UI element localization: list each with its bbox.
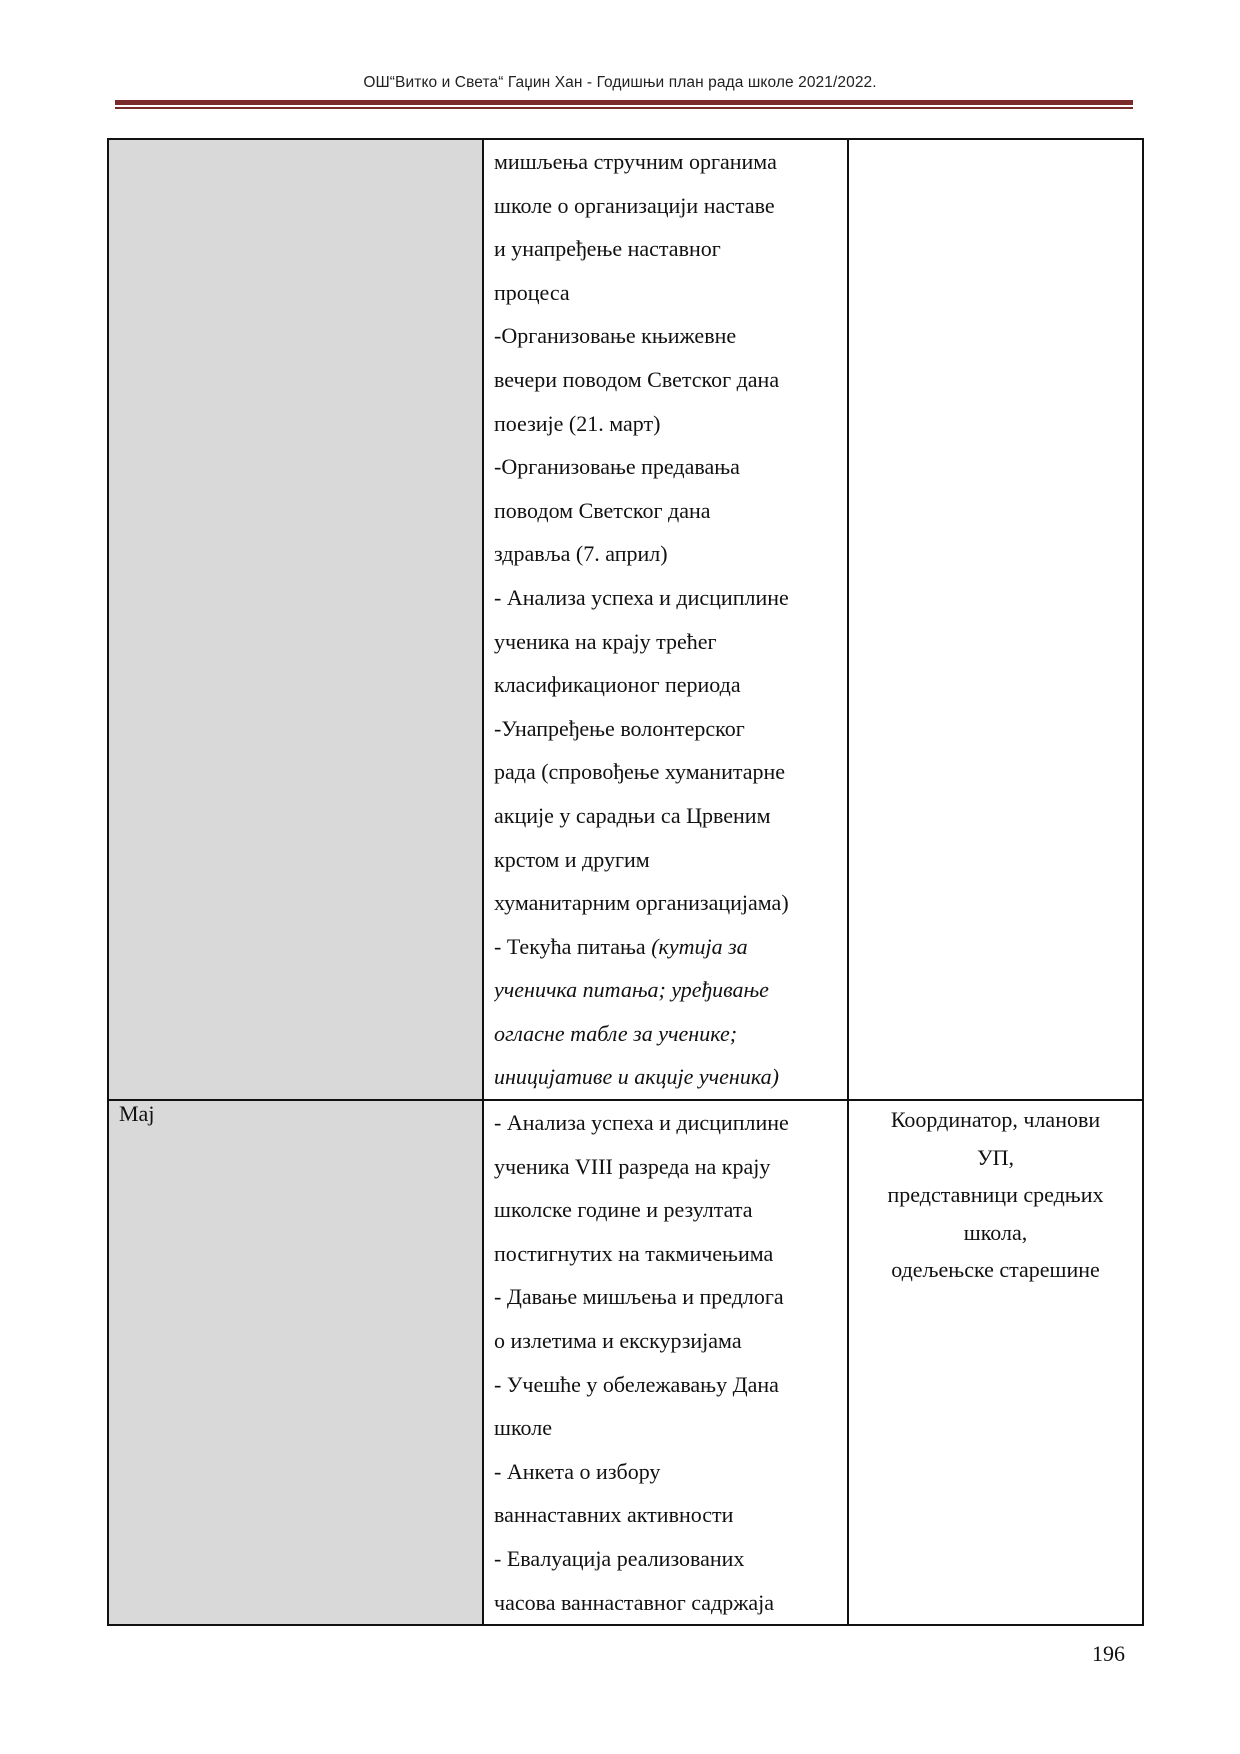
activity-text: огласне табле за ученике; [494,1020,738,1046]
participant-line: Координатор, чланови [890,1107,1101,1133]
activity-line [494,925,837,969]
activity-line [494,620,837,664]
participant-line: представници средњих [887,1182,1104,1208]
activity-text: часова ваннаставног садржаја [494,1589,775,1615]
activity-text: акције у сарадњи са Црвеним [494,802,771,828]
activities-list [494,1101,837,1624]
activity-text: - Анкета о избору [494,1458,661,1484]
participants-list [849,1101,1142,1289]
activity-line [494,532,837,576]
activity-line [494,1101,837,1145]
activity-text: - Анализа успеха и дисциплине [494,1110,789,1136]
activity-line [494,750,837,794]
activity-text: - Текућа питања [494,933,652,959]
activity-line [494,1275,837,1319]
participant-line: одељењске старешине [891,1257,1100,1283]
activity-line [494,140,837,184]
activity-text: - Давање мишљења и предлога [494,1284,784,1310]
month-cell [108,139,483,1100]
activity-text: крстом и другим [494,846,650,872]
activity-text: ваннаставних активности [494,1502,734,1528]
month-label: Мај [119,1101,155,1127]
activity-text: -Унапређење волонтерског [494,715,745,741]
activity-text: рада (спровођење хуманитарне [494,759,786,785]
activity-line [494,1450,837,1494]
participant-line: УП, [977,1144,1014,1170]
plan-table [107,138,1144,1626]
activity-text: ученика VIII разреда на крају [494,1153,771,1179]
activity-text-italic: (кутија за [651,933,748,959]
participants-cell [848,139,1143,1100]
activity-line [494,707,837,751]
header-rule-thin [115,107,1133,109]
participant-line: школа, [963,1219,1028,1245]
activity-text: школе о организацији наставе [494,192,775,218]
activity-text: поводом Светског дана [494,497,711,523]
activity-line [494,1055,837,1099]
activity-text: постигнутих на такмичењима [494,1240,774,1266]
activity-line [494,358,837,402]
activity-line [494,1232,837,1276]
activity-text: ученика на крају трећег [494,628,717,654]
activity-text: класификационог периода [494,672,741,698]
table-row [108,1100,1143,1625]
activities-cell [483,1100,848,1625]
activity-text: школе [494,1415,552,1441]
activity-text: поезије (21. март) [494,410,661,436]
activity-line [494,271,837,315]
activity-line [494,794,837,838]
page-header: ОШ“Витко и Света“ Гаџин Хан - Годишњи план рада школе 2021/2022. [363,74,877,91]
activity-text: - Евалуација реализованих [494,1546,745,1571]
activity-line [494,445,837,489]
activities-cell [483,139,848,1100]
activity-line [494,838,837,882]
activity-line [494,1363,837,1407]
activity-text: -Организовање књижевне [494,323,737,349]
activity-line [494,1537,837,1581]
activity-text: вечери поводом Светског дана [494,366,780,392]
activity-line [494,576,837,620]
header-rule [115,100,1133,105]
activity-line [494,402,837,446]
activity-text: -Организовање предавања [494,454,740,480]
activity-line [494,1188,837,1232]
participants-cell [848,1100,1143,1625]
activity-line [494,314,837,358]
activity-text: иницијативе и акције ученика) [494,1064,779,1090]
activity-text: мишљења стручним органима [494,149,777,174]
activity-text: - Анализа успеха и дисциплине [494,584,789,610]
activity-text: хуманитарним организацијама) [494,890,789,916]
activity-line [494,1012,837,1056]
page-number: 196 [1092,1641,1125,1666]
activity-line [494,663,837,707]
activity-text: - Учешће у обележавању Дана [494,1371,779,1397]
activity-text: о излетима и екскурзијама [494,1328,742,1354]
activity-text: и унапређење наставног [494,236,721,262]
activity-line [494,968,837,1012]
activity-line [494,1406,837,1450]
activity-text: ученичка питања; уређивање [494,977,769,1003]
activity-text: школске године и резултата [494,1197,753,1223]
activity-line [494,1319,837,1363]
activity-line [494,227,837,271]
activity-line [494,1493,837,1537]
activities-list [494,140,837,1099]
activity-line [494,881,837,925]
activity-text: процеса [494,279,570,305]
activity-line [494,184,837,228]
month-cell [108,1100,483,1625]
activity-line [494,1145,837,1189]
activity-text: здравља (7. април) [494,541,668,567]
table-row [108,139,1143,1100]
activity-line [494,489,837,533]
activity-line [494,1581,837,1625]
